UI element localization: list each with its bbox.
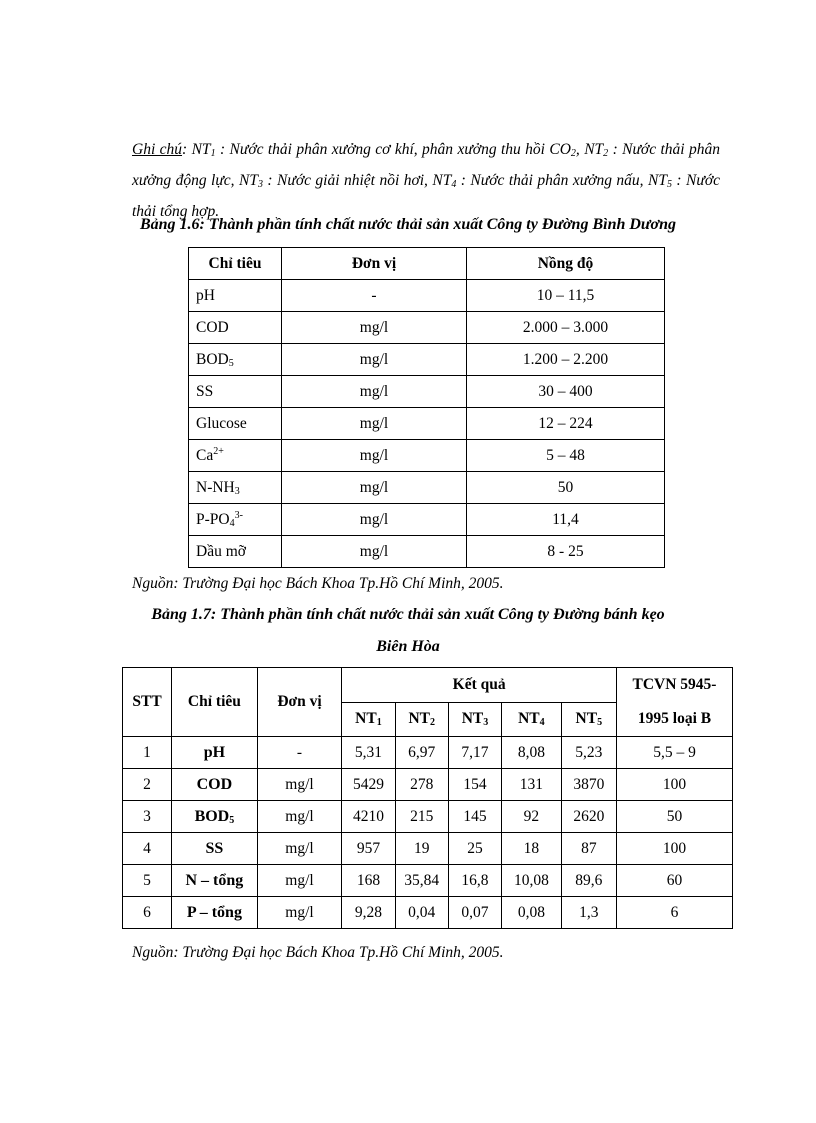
table1-cell-nongdo: 10 – 11,5 [467, 280, 665, 312]
table1-cell-nongdo: 30 – 400 [467, 376, 665, 408]
table-row [189, 536, 665, 568]
table2-source: Nguồn: Trường Đại học Bách Khoa Tp.Hồ Chí Minh, 2005. [132, 944, 504, 961]
table2-header-tcvn-line1: TCVN 5945- [632, 676, 717, 693]
table-row [189, 280, 665, 312]
table1-cell-chitieu: $P-PO_4^{3-}$ [189, 504, 282, 536]
table1-cell-nongdo: 11,4 [467, 504, 665, 536]
table2-header-nt3: $NT_3$ [448, 702, 501, 737]
table-row [189, 504, 665, 536]
table2-cell-nt1: 4210 [342, 801, 395, 833]
table-row [189, 344, 665, 376]
table2-cell-nt1: 9,28 [342, 897, 395, 929]
table2-cell-chitieu: SS [172, 833, 258, 865]
table2-header-stt: STT [123, 668, 172, 737]
table2-cell-donvi: mg/l [257, 833, 342, 865]
table1-cell-donvi: mg/l [282, 472, 467, 504]
table1-cell-nongdo: 1.200 – 2.200 [467, 344, 665, 376]
table1-caption: Bảng 1.6: Thành phần tính chất nước thải sản xuất Công ty Đường Bình Dương [139, 216, 676, 233]
table2-caption-line2: Biên Hòa [376, 638, 440, 655]
table2-cell-nt3: 154 [448, 769, 501, 801]
table2-cell-nt3: 0,07 [448, 897, 501, 929]
table2-cell-stt: 5 [123, 865, 172, 897]
table2-header-tcvn [617, 668, 733, 737]
table-row [189, 440, 665, 472]
table1-cell-chitieu: pH [189, 280, 282, 312]
table2-cell-nt1: 5,31 [342, 737, 395, 769]
table1 [188, 247, 665, 568]
table1-header-chitieu: Chỉ tiêu [189, 248, 282, 280]
table2-cell-stt: 2 [123, 769, 172, 801]
table1-cell-donvi: mg/l [282, 440, 467, 472]
table2-cell-stt: 1 [123, 737, 172, 769]
table2-cell-donvi: - [257, 737, 342, 769]
table-row [123, 801, 733, 833]
table1-cell-chitieu: COD [189, 312, 282, 344]
table2-cell-nt2: 0,04 [395, 897, 448, 929]
table2-cell-nt2: 215 [395, 801, 448, 833]
table2-cell-nt4: 10,08 [502, 865, 562, 897]
table1-cell-chitieu: $N-NH_3$ [189, 472, 282, 504]
table-row [123, 897, 733, 929]
table2-cell-nt1: 168 [342, 865, 395, 897]
table2-body [123, 737, 733, 929]
table-row [189, 472, 665, 504]
table-row [189, 312, 665, 344]
table-row [123, 865, 733, 897]
note-paragraph [132, 134, 720, 227]
table2-cell-stt: 3 [123, 801, 172, 833]
table2-header-tcvn-line2: 1995 loại B [637, 710, 712, 727]
table2-header-donvi: Đơn vị [257, 668, 342, 737]
table2-cell-donvi: mg/l [257, 897, 342, 929]
table2-cell-chitieu: N – tổng [172, 865, 258, 897]
table2-caption-line1: Bảng 1.7: Thành phần tính chất nước thải sản xuất Công ty Đường bánh kẹo [151, 606, 665, 623]
table1-cell-donvi: mg/l [282, 344, 467, 376]
table2-header-nt5: $NT_5$ [561, 702, 616, 737]
table1-source: Nguồn: Trường Đại học Bách Khoa Tp.Hồ Chí Minh, 2005. [132, 575, 504, 592]
table1-cell-donvi: mg/l [282, 312, 467, 344]
table1-cell-donvi: - [282, 280, 467, 312]
table2-cell-nt5: 89,6 [561, 865, 616, 897]
table2-cell-tcvn: 50 [617, 801, 733, 833]
table2-cell-nt4: 92 [502, 801, 562, 833]
table2-cell-tcvn: 5,5 – 9 [617, 737, 733, 769]
table1-cell-donvi: mg/l [282, 408, 467, 440]
table2-cell-tcvn: 60 [617, 865, 733, 897]
table2-cell-nt5: 3870 [561, 769, 616, 801]
table2-header-nt4: $NT_4$ [502, 702, 562, 737]
table2-cell-tcvn: 100 [617, 769, 733, 801]
table1-cell-nongdo: 5 – 48 [467, 440, 665, 472]
note-text: : $NT_1$ : Nước thải phân xưởng cơ khí, phân xưởng thu hồi $CO_2$, $NT_2$ : Nước thải phân xưởng động lực, $NT_3$ : Nước giải nhiệt nồi hơi, $NT_4$ : Nước thải phân xưởng nấu, $NT_5$ : Nước thải tổng hợp. [132, 140, 720, 220]
table1-cell-donvi: mg/l [282, 376, 467, 408]
table1-cell-nongdo: 2.000 – 3.000 [467, 312, 665, 344]
table-row [123, 833, 733, 865]
table2-cell-nt4: 8,08 [502, 737, 562, 769]
table1-cell-chitieu: Dầu mỡ [189, 536, 282, 568]
table1-header-nongdo: Nồng độ [467, 248, 665, 280]
table2-cell-donvi: mg/l [257, 865, 342, 897]
table2-cell-nt3: 16,8 [448, 865, 501, 897]
table2-cell-nt3: 7,17 [448, 737, 501, 769]
table1-cell-chitieu: $BOD_5$ [189, 344, 282, 376]
table2-header-row1 [123, 668, 733, 703]
table2-cell-nt1: 957 [342, 833, 395, 865]
table2-cell-nt5: 87 [561, 833, 616, 865]
table1-cell-donvi: mg/l [282, 536, 467, 568]
table1-header-donvi: Đơn vị [282, 248, 467, 280]
table-row [123, 737, 733, 769]
table2-header-nt2: $NT_2$ [395, 702, 448, 737]
table-row [189, 408, 665, 440]
table2-header-nt1: $NT_1$ [342, 702, 395, 737]
table2-cell-tcvn: 100 [617, 833, 733, 865]
table-row [123, 769, 733, 801]
table2-cell-nt4: 0,08 [502, 897, 562, 929]
table2-header-ketqua: Kết quả [342, 668, 617, 703]
table2-cell-stt: 6 [123, 897, 172, 929]
table2-cell-nt5: 1,3 [561, 897, 616, 929]
table2-cell-nt5: 2620 [561, 801, 616, 833]
table1-cell-nongdo: 12 – 224 [467, 408, 665, 440]
table1-body [189, 280, 665, 568]
table2-cell-chitieu: COD [172, 769, 258, 801]
table2-cell-chitieu: P – tổng [172, 897, 258, 929]
table2-cell-nt2: 278 [395, 769, 448, 801]
table2-header-chitieu: Chỉ tiêu [172, 668, 258, 737]
table2-cell-nt3: 25 [448, 833, 501, 865]
table1-cell-chitieu: SS [189, 376, 282, 408]
table2-cell-chitieu: $BOD_5$ [172, 801, 258, 833]
table2-cell-nt2: 35,84 [395, 865, 448, 897]
note-label: Ghi chú [132, 140, 183, 158]
table1-cell-nongdo: 50 [467, 472, 665, 504]
table1-header-row [189, 248, 665, 280]
table2-cell-nt1: 5429 [342, 769, 395, 801]
table1-cell-nongdo: 8 - 25 [467, 536, 665, 568]
table1-cell-chitieu: $Ca^{2+}$ [189, 440, 282, 472]
table2-cell-nt4: 131 [502, 769, 562, 801]
table2-cell-tcvn: 6 [617, 897, 733, 929]
table2 [122, 667, 733, 929]
table2-cell-nt5: 5,23 [561, 737, 616, 769]
table2-cell-stt: 4 [123, 833, 172, 865]
table2-cell-nt4: 18 [502, 833, 562, 865]
table2-cell-nt3: 145 [448, 801, 501, 833]
table1-cell-donvi: mg/l [282, 504, 467, 536]
table2-cell-nt2: 19 [395, 833, 448, 865]
table1-cell-chitieu: Glucose [189, 408, 282, 440]
table2-cell-chitieu: pH [172, 737, 258, 769]
table-row [189, 376, 665, 408]
table2-cell-donvi: mg/l [257, 769, 342, 801]
table2-cell-nt2: 6,97 [395, 737, 448, 769]
table2-cell-donvi: mg/l [257, 801, 342, 833]
